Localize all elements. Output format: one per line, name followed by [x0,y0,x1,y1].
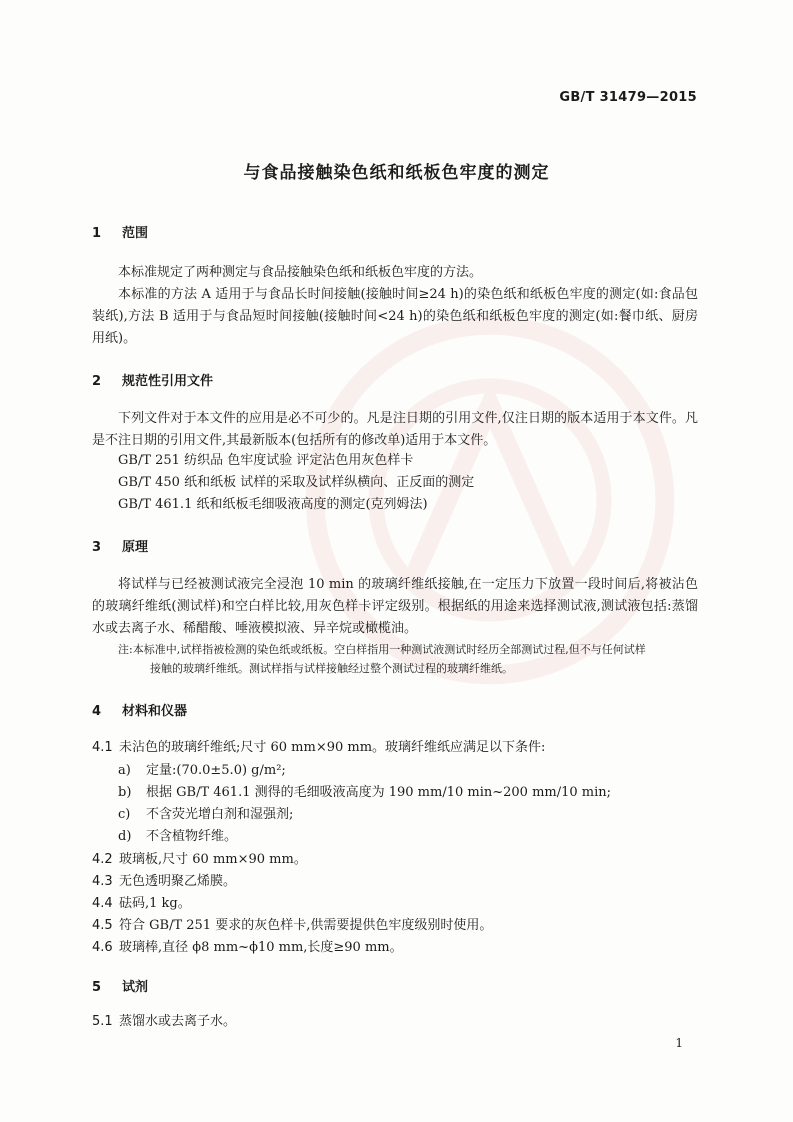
section-2-heading [92,370,213,389]
clause-number: 4.5 [92,918,113,933]
clause-text: 蒸馏水或去离子水。 [119,1014,237,1029]
section-3-heading [92,536,148,555]
sub-item [118,805,293,825]
sub-item [118,827,237,847]
section-3-paragraph-1: 将试样与已经被测试液完全浸泡 10 min 的玻璃纤维纸接触,在一定压力下放置一段时间后,将被沾色的玻璃纤维纸(测试样)和空白样比较,用灰色样卡评定级别。根据纸的用途来选择测试液,测试液包括:蒸馏水或去离子水、稀醋酸、唾液模拟液、异辛烷或橄榄油。 [92,577,698,636]
clause-text: 砝码,1 kg。 [119,896,191,911]
clause-item [92,938,403,958]
section-title: 范围 [122,226,149,241]
clause-number: 4.3 [92,874,113,889]
clause-item [92,850,307,870]
clause-number: 5.1 [92,1014,113,1029]
section-4-heading [92,700,187,719]
section-number: 3 [92,540,102,555]
reference-item: GB/T 461.1 纸和纸板毛细吸液高度的测定(克列姆法) [118,497,428,512]
note-line: 注:本标准中,试样指被检测的染色纸或纸板。空白样指用一种测试液测试时经历全部测试过程,但不与任何试样 [118,643,646,656]
clause-number: 4.6 [92,940,113,955]
section-3-note [118,640,700,678]
sub-item-label: a) [118,763,131,778]
standard-number: GB/T 31479—2015 [559,90,697,105]
sub-item-text: 不含荧光增白剂和湿强剂; [146,807,294,822]
note-line: 接触的玻璃纤维纸。测试样指与试样接触经过整个测试过程的玻璃纤维纸。 [150,662,513,675]
clause-text: 玻璃棒,直径 ϕ8 mm~ϕ10 mm,长度≥90 mm。 [119,940,403,955]
sub-item-label: c) [118,807,131,822]
clause-text: 无色透明聚乙烯膜。 [119,874,237,889]
reference-item: GB/T 251 纺织品 色牢度试验 评定沾色用灰色样卡 [118,453,414,468]
section-1-paragraph-2: 本标准的方法 A 适用于与食品长时间接触(接触时间≥24 h)的染色纸和纸板色牢度的测定(如:食品包装纸),方法 B 适用于与食品短时间接触(接触时间<24 h)的染色纸和纸板色牢度的测定(如:餐巾纸、厨房用纸)。 [92,287,698,346]
section-number: 1 [92,226,102,241]
sub-item-label: b) [118,785,132,800]
sub-item-text: 定量:(70.0±5.0) g/m²; [146,763,286,778]
clause-number: 4.2 [92,852,113,867]
section-number: 4 [92,704,102,719]
clause-item [92,894,191,914]
clause-text: 未沾色的玻璃纤维纸;尺寸 60 mm×90 mm。玻璃纤维纸应满足以下条件: [119,740,546,755]
section-title: 试剂 [122,980,149,995]
sub-item-label: d) [118,829,132,844]
page-number: 1 [675,1036,683,1050]
clause-number: 4.4 [92,896,113,911]
sub-item-text: 不含植物纤维。 [146,829,238,844]
clause-item [92,872,236,892]
clause-item [92,738,545,758]
section-2-paragraph-1: 下列文件对于本文件的应用是必不可少的。凡是注日期的引用文件,仅注日期的版本适用于本文件。凡是不注日期的引用文件,其最新版本(包括所有的修改单)适用于本文件。 [92,411,698,448]
clause-number: 4.1 [92,740,113,755]
sub-item [118,761,286,781]
section-1-paragraph-1: 本标准规定了两种测定与食品接触染色纸和纸板色牢度的方法。 [118,265,483,280]
section-title: 规范性引用文件 [122,374,214,389]
clause-item [92,916,492,936]
clause-text: 符合 GB/T 251 要求的灰色样卡,供需要提供色牢度级别时使用。 [119,918,493,933]
document-title: 与食品接触染色纸和纸板色牢度的测定 [243,163,550,183]
section-number: 2 [92,374,102,389]
clause-item [92,1012,236,1032]
clause-text: 玻璃板,尺寸 60 mm×90 mm。 [119,852,307,867]
sub-item-text: 根据 GB/T 461.1 测得的毛细吸液高度为 190 mm/10 min~200 mm/10 min; [146,785,612,800]
section-title: 原理 [122,540,149,555]
section-number: 5 [92,980,102,995]
section-5-heading [92,976,148,995]
section-1-heading [92,222,148,241]
sub-item [118,783,611,803]
reference-item: GB/T 450 纸和纸板 试样的采取及试样纵横向、正反面的测定 [118,475,475,490]
section-title: 材料和仪器 [122,704,188,719]
